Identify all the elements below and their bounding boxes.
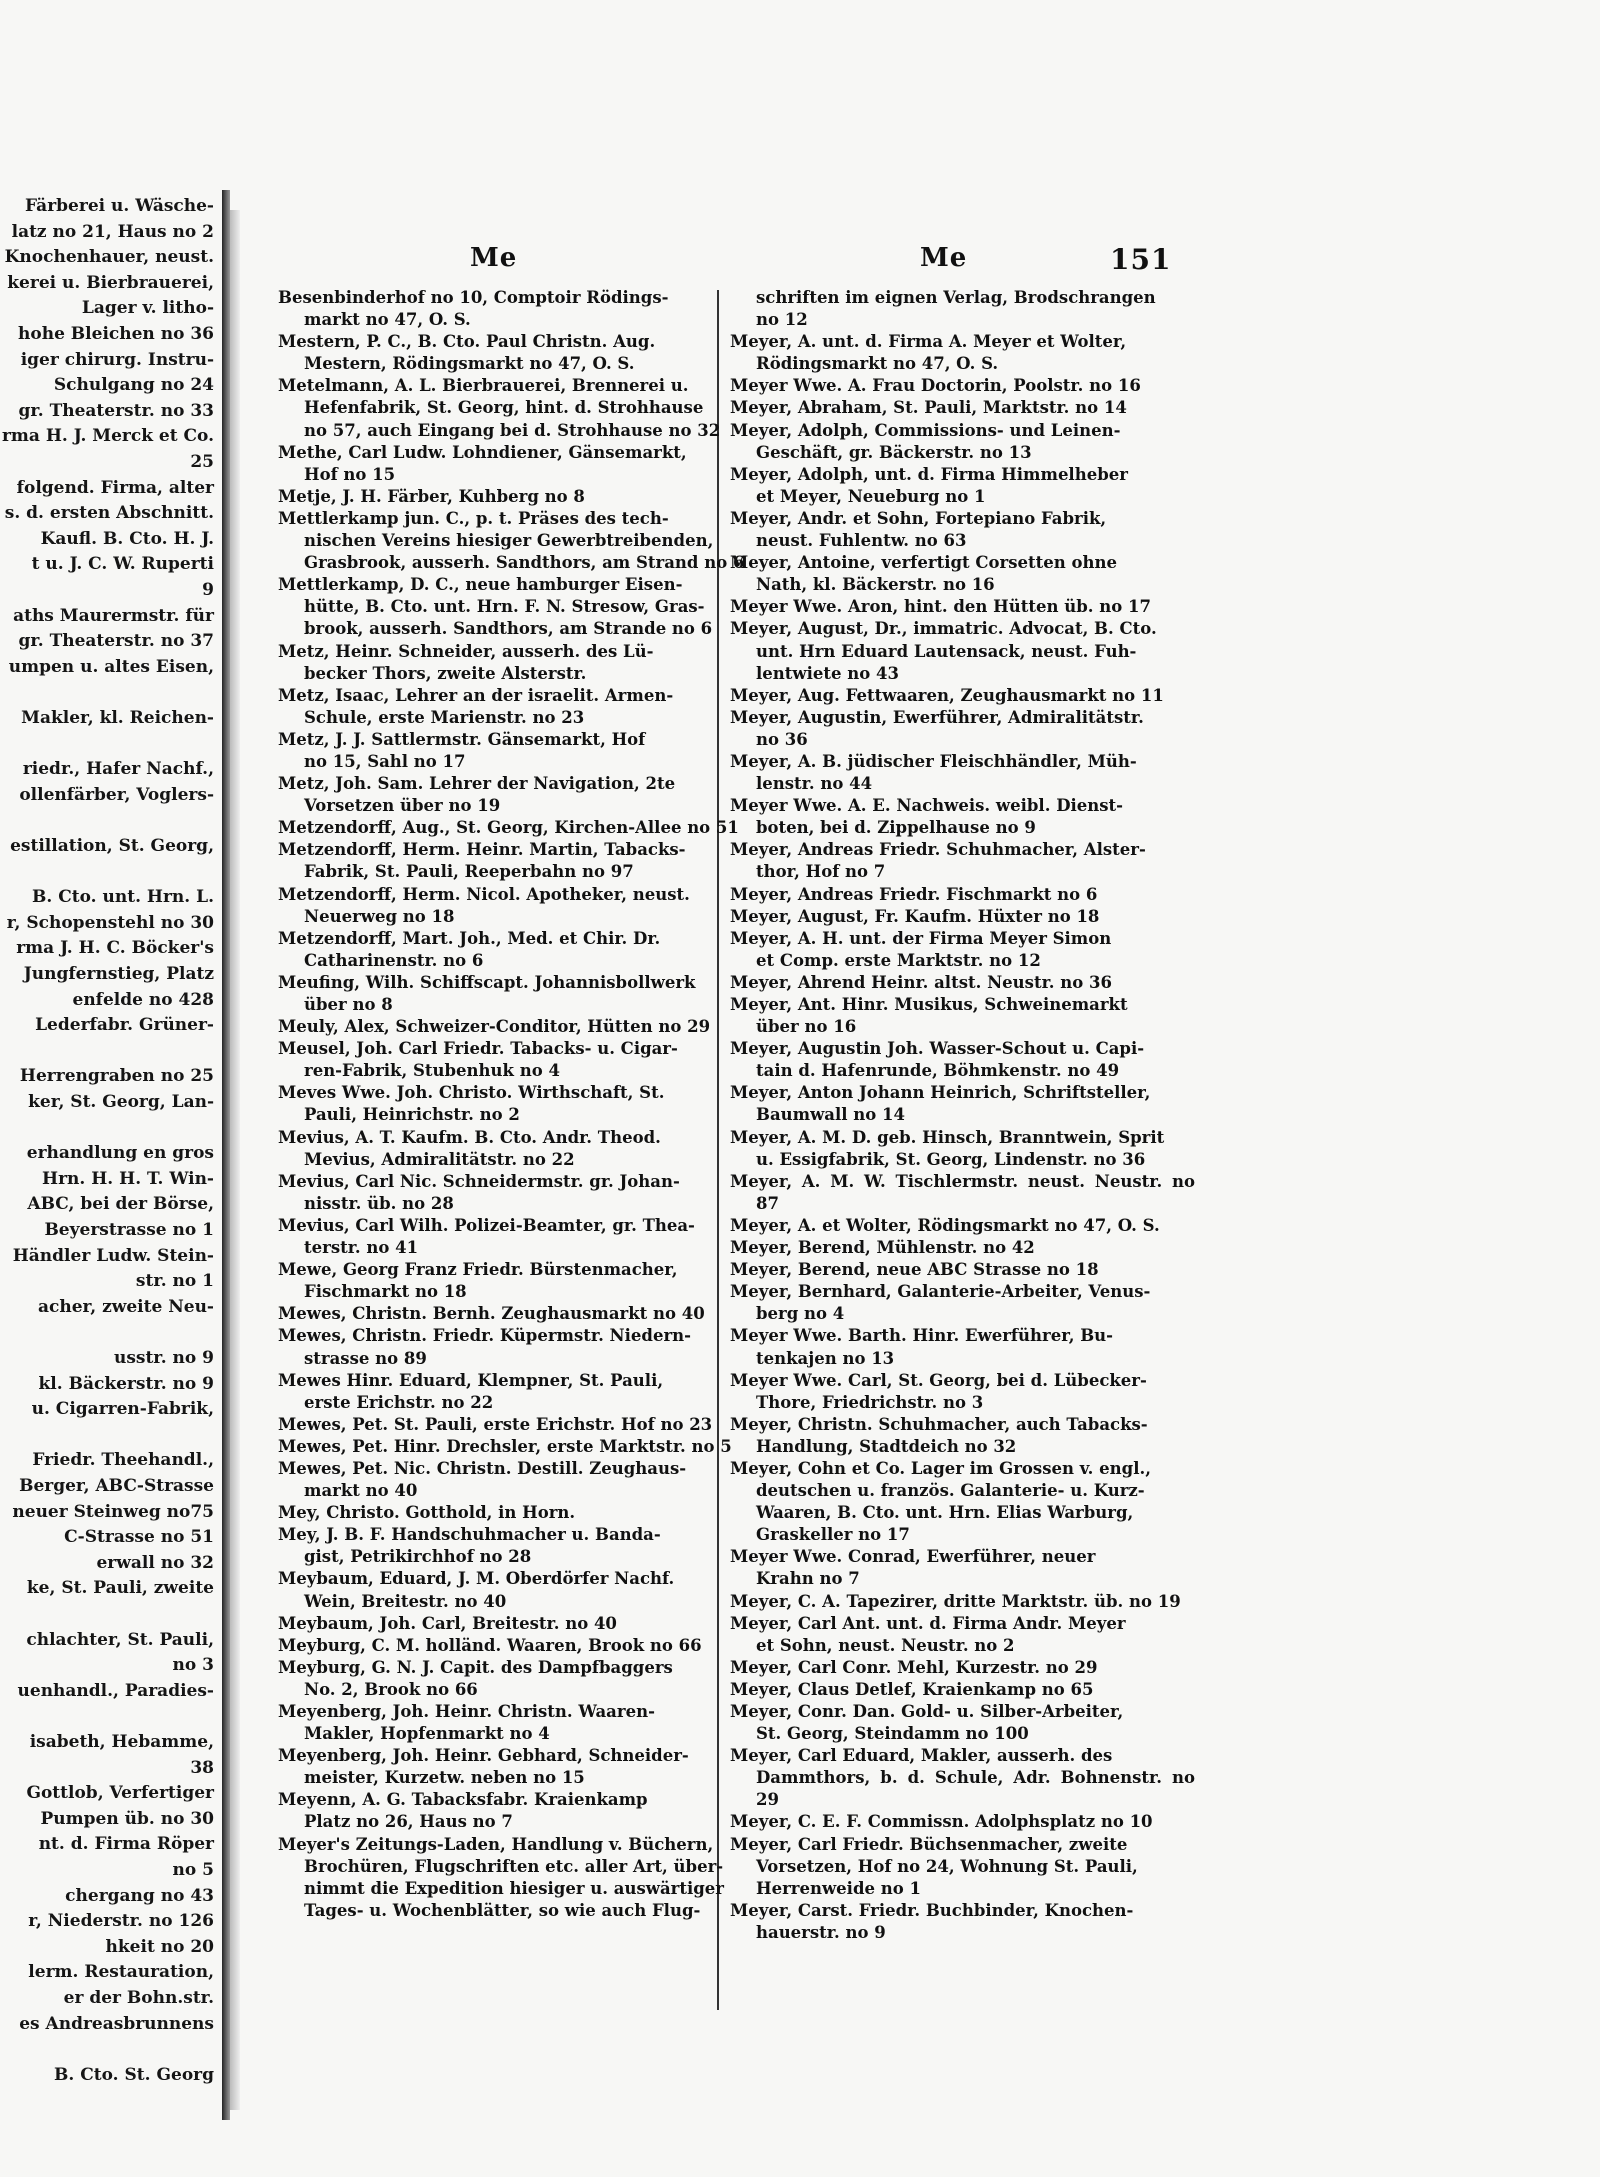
facing-page-fragment <box>0 195 222 2105</box>
entry-continuation-line: Thore, Friedrichstr. no 3 <box>756 1392 984 1412</box>
directory-entry-line: Meyer, Augustin, Ewerführer, Admiralitätstr. <box>730 707 1144 727</box>
entry-continuation-line: Graskeller no 17 <box>756 1525 910 1545</box>
entry-continuation-line: Rödingsmarkt no 47, O. S. <box>756 354 999 374</box>
directory-entry-line: Meves Wwe. Joh. Christo. Wirthschaft, St. <box>278 1083 665 1103</box>
directory-entry-line: Mevius, A. T. Kaufm. B. Cto. Andr. Theod. <box>278 1127 661 1147</box>
entry-continuation-line: thor, Hof no 7 <box>756 862 886 882</box>
directory-entry-line: Meyenn, A. G. Tabacksfabr. Kraienkamp <box>278 1790 648 1810</box>
directory-entry-line: Meyer, Adolph, Commissions- und Leinen- <box>730 420 1121 440</box>
directory-entry-line: Meyer Wwe. Conrad, Ewerführer, neuer <box>730 1547 1096 1567</box>
facing-page-line: r, Schopenstehl no 30 <box>6 912 214 933</box>
facing-page-line: estillation, St. Georg, <box>10 836 214 856</box>
facing-page-line: Friedr. Theehandl., <box>32 1450 214 1471</box>
directory-entry-line: Mewes, Pet. Hinr. Drechsler, erste Marktstr. no 5 <box>278 1436 732 1456</box>
facing-page-line: u. Cigarren-Fabrik, <box>31 1399 214 1420</box>
directory-entry-line: Meyer, Carl Ant. unt. d. Firma Andr. Meyer <box>730 1613 1126 1633</box>
facing-page-line: Jungfernstieg, Platz <box>23 964 214 984</box>
entry-continuation-line: markt no 40 <box>304 1481 418 1501</box>
facing-page-line: no 3 <box>172 1655 214 1676</box>
directory-entry-line: Meybaum, Joh. Carl, Breitestr. no 40 <box>278 1613 617 1633</box>
entry-continuation-line: berg no 4 <box>756 1304 845 1324</box>
facing-page-line: Berger, ABC-Strasse <box>19 1476 214 1496</box>
directory-entry-line: Meufing, Wilh. Schiffscapt. Johannisbollwerk <box>278 972 696 992</box>
facing-page-line: kerei u. Bierbrauerei, <box>7 272 214 293</box>
facing-page-line: Händler Ludw. Stein- <box>12 1245 214 1266</box>
facing-page-line: t u. J. C. W. Ruperti <box>31 554 214 575</box>
entry-continuation-line: Catharinenstr. no 6 <box>304 950 484 970</box>
facing-page-line: rma H. J. Merck et Co. <box>1 426 214 447</box>
directory-entry-line: Meyer, A. M. W. Tischlermstr. neust. Neustr. no 87 <box>730 1171 1195 1213</box>
entry-continuation-line: schriften im eignen Verlag, Brodschrangen <box>756 288 1156 307</box>
entry-continuation-line: et Comp. erste Marktstr. no 12 <box>756 950 1041 970</box>
entry-continuation-line: Wein, Breitestr. no 40 <box>304 1591 507 1611</box>
directory-entry-line: Meyer Wwe. A. E. Nachweis. weibl. Dienst- <box>730 796 1124 816</box>
directory-entry-line: Meyer, Andr. et Sohn, Fortepiano Fabrik, <box>730 508 1107 528</box>
facing-page-line: latz no 21, Haus no 2 <box>11 221 214 242</box>
entry-continuation-line: Pauli, Heinrichstr. no 2 <box>304 1105 520 1125</box>
facing-page-line: r, Niederstr. no 126 <box>28 1911 214 1932</box>
directory-entry-line: Meyer, Conr. Dan. Gold- u. Silber-Arbeiter, <box>730 1702 1124 1721</box>
entry-continuation-line: Mevius, Admiralitätstr. no 22 <box>304 1149 575 1169</box>
directory-entry-line: Meyer, C. E. F. Commissn. Adolphsplatz no 10 <box>730 1812 1153 1832</box>
entry-continuation-line: hauerstr. no 9 <box>756 1922 886 1942</box>
entry-continuation-line: nimmt die Expedition hiesiger u. auswärtiger <box>304 1878 724 1898</box>
directory-entry-line: Meyer, Berend, neue ABC Strasse no 18 <box>730 1260 1099 1280</box>
entry-continuation-line: Schule, erste Marienstr. no 23 <box>304 707 585 727</box>
entry-continuation-line: lenstr. no 44 <box>756 774 873 794</box>
entry-continuation-line: terstr. no 41 <box>304 1238 419 1258</box>
entry-continuation-line: Brochüren, Flugschriften etc. aller Art, über- <box>304 1856 724 1876</box>
entry-continuation-line: et Sohn, neust. Neustr. no 2 <box>756 1635 1015 1655</box>
directory-entry-line: Meyer, Aug. Fettwaaren, Zeughausmarkt no 11 <box>730 685 1164 705</box>
directory-entry-line: Meyer, August, Dr., immatric. Advocat, B. Cto. <box>730 619 1157 639</box>
facing-page-line: chergang no 43 <box>65 1885 214 1906</box>
entry-continuation-line: Vorsetzen, Hof no 24, Wohnung St. Pauli, <box>756 1856 1138 1876</box>
entry-continuation-line: ren-Fabrik, Stubenhuk no 4 <box>304 1061 560 1081</box>
directory-entry-line: Meyer, Berend, Mühlenstr. no 42 <box>730 1238 1035 1258</box>
directory-entry-line: Meuly, Alex, Schweizer-Conditor, Hütten no 29 <box>278 1017 711 1037</box>
running-head <box>240 243 1250 277</box>
facing-page-line: nt. d. Firma Röper <box>38 1834 214 1855</box>
directory-entry-line: Metz, Isaac, Lehrer an der israelit. Armen- <box>278 685 674 705</box>
directory-entry-line: Mettlerkamp, D. C., neue hamburger Eisen- <box>278 575 683 595</box>
facing-page-line: erwall no 32 <box>96 1552 214 1573</box>
entry-continuation-line: Platz no 26, Haus no 7 <box>304 1812 513 1832</box>
directory-entry-line: Metz, Joh. Sam. Lehrer der Navigation, 2te <box>278 774 676 794</box>
directory-entry-line: Mewes, Pet. St. Pauli, erste Erichstr. Hof no 23 <box>278 1414 713 1434</box>
facing-page-line: rma J. H. C. Böcker's <box>16 938 214 959</box>
entry-continuation-line: tenkajen no 13 <box>756 1348 895 1368</box>
directory-entry-line: Meyer, Antoine, verfertigt Corsetten ohne <box>730 553 1117 573</box>
directory-entry-line: Meyer, C. A. Tapezirer, dritte Marktstr. üb. no 19 <box>730 1591 1181 1611</box>
entry-continuation-line: no 15, Sahl no 17 <box>304 751 466 771</box>
directory-entry-line: Mewes, Pet. Nic. Christn. Destill. Zeughaus- <box>278 1458 687 1478</box>
facing-page-line: ker, St. Georg, Lan- <box>28 1092 214 1112</box>
entry-continuation-line: hütte, B. Cto. unt. Hrn. F. N. Stresow, Gras- <box>304 597 705 617</box>
facing-page-line: er der Bohn.str. <box>63 1988 214 2008</box>
directory-entry-line: Meyer, Carl Friedr. Büchsenmacher, zweite <box>730 1834 1128 1854</box>
directory-entry-line: Metelmann, A. L. Bierbrauerei, Brennerei u. <box>278 376 689 396</box>
facing-page-line: Hrn. H. H. T. Win- <box>42 1168 214 1189</box>
directory-entry-line: Mewe, Georg Franz Friedr. Bürstenmacher, <box>278 1260 678 1280</box>
directory-entry-line: Meyer, Abraham, St. Pauli, Marktstr. no 14 <box>730 398 1127 418</box>
facing-page-line: s. d. ersten Abschnitt. <box>4 503 214 524</box>
entry-continuation-line: no 57, auch Eingang bei d. Strohhause no 32 <box>304 420 721 440</box>
entry-continuation-line: et Meyer, Neueburg no 1 <box>756 486 986 506</box>
directory-entry-line: Meyenberg, Joh. Heinr. Christn. Waaren- <box>278 1702 655 1721</box>
facing-page-line: folgend. Firma, alter <box>16 477 214 498</box>
directory-entry-line: Mevius, Carl Nic. Schneidermstr. gr. Johan- <box>278 1171 680 1191</box>
directory-entry-line: Meyer Wwe. Aron, hint. den Hütten üb. no 17 <box>730 597 1151 617</box>
directory-entry-line: Meyer, Ahrend Heinr. altst. Neustr. no 36 <box>730 972 1112 992</box>
entry-continuation-line: markt no 47, O. S. <box>304 310 471 330</box>
directory-entry-line: Meyer Wwe. Barth. Hinr. Ewerführer, Bu- <box>730 1326 1113 1346</box>
facing-page-line: Makler, kl. Reichen- <box>21 708 214 728</box>
directory-entry-line: Meyer, Carst. Friedr. Buchbinder, Knochen- <box>730 1900 1134 1920</box>
left-column <box>278 287 748 1922</box>
facing-page-line: C-Strasse no 51 <box>64 1527 214 1548</box>
directory-entry-line: Metje, J. H. Färber, Kuhberg no 8 <box>278 486 585 506</box>
directory-entry-line: Metzendorff, Herm. Nicol. Apotheker, neust. <box>278 884 690 904</box>
directory-entry-line: Meyburg, C. M. holländ. Waaren, Brook no 66 <box>278 1635 702 1655</box>
directory-entry-line: Meyburg, G. N. J. Capit. des Dampfbaggers <box>278 1657 673 1677</box>
directory-entry-line: Mewes, Christn. Friedr. Küpermstr. Niedern- <box>278 1326 691 1346</box>
entry-continuation-line: Handlung, Stadtdeich no 32 <box>756 1436 1017 1456</box>
directory-entry-line: Meyer, Christn. Schuhmacher, auch Tabacks- <box>730 1414 1148 1434</box>
facing-page-line: ke, St. Pauli, zweite <box>26 1578 214 1599</box>
entry-continuation-line: Vorsetzen über no 19 <box>304 796 501 816</box>
directory-entry-line: Meyer, Anton Johann Heinrich, Schriftsteller, <box>730 1083 1151 1103</box>
directory-page <box>240 195 1250 2095</box>
entry-continuation-line: no 36 <box>756 729 808 749</box>
facing-page-line: B. Cto. St. Georg <box>54 2064 214 2085</box>
directory-entry-line: Meyer, Bernhard, Galanterie-Arbeiter, Venus- <box>730 1282 1151 1302</box>
directory-entry-line: Meyer's Zeitungs-Laden, Handlung v. Büchern, <box>278 1834 714 1854</box>
facing-page-line: lerm. Restauration, <box>28 1962 214 1983</box>
facing-page-line: gr. Theaterstr. no 33 <box>18 400 214 421</box>
facing-page-line: ollenfärber, Voglers- <box>19 784 214 805</box>
entry-continuation-line: deutschen u. französ. Galanterie- u. Kurz- <box>756 1481 1145 1501</box>
entry-continuation-line: Baumwall no 14 <box>756 1105 905 1125</box>
directory-entry-line: Meyer, Augustin Joh. Wasser-Schout u. Capi- <box>730 1039 1145 1059</box>
facing-page-line: Gottlob, Verfertiger <box>26 1783 214 1804</box>
facing-page-line: enfelde no 428 <box>72 989 214 1010</box>
facing-page-line: gr. Theaterstr. no 37 <box>18 631 214 652</box>
entry-continuation-line: boten, bei d. Zippelhause no 9 <box>756 818 1036 838</box>
directory-entry-line: Metzendorff, Herm. Heinr. Martin, Tabacks- <box>278 840 686 860</box>
entry-continuation-line: strasse no 89 <box>304 1348 427 1368</box>
facing-page-line: 25 <box>190 452 214 472</box>
directory-entry-line: Meyer, A. B. jüdischer Fleischhändler, Müh- <box>730 751 1137 771</box>
entry-continuation-line: Krahn no 7 <box>756 1569 860 1589</box>
entry-continuation-line: Makler, Hopfenmarkt no 4 <box>304 1724 550 1744</box>
facing-page-line: 9 <box>202 580 214 600</box>
entry-continuation-line: Dammthors, b. d. Schule, Adr. Bohnenstr. no 29 <box>756 1768 1195 1810</box>
facing-page-line: Lager v. litho- <box>81 298 214 319</box>
book-gutter <box>222 190 230 2120</box>
entry-continuation-line: St. Georg, Steindamm no 100 <box>756 1724 1029 1744</box>
entry-continuation-line: Nath, kl. Bäckerstr. no 16 <box>756 575 995 595</box>
entry-continuation-line: becker Thors, zweite Alsterstr. <box>304 663 587 683</box>
entry-continuation-line: unt. Hrn Eduard Lautensack, neust. Fuh- <box>756 641 1137 661</box>
facing-page-line: Beyerstrasse no 1 <box>44 1220 214 1240</box>
facing-page-line: B. Cto. unt. Hrn. L. <box>32 887 214 908</box>
facing-page-line: usstr. no 9 <box>113 1348 214 1368</box>
facing-page-line: Färberei u. Wäsche- <box>25 196 214 216</box>
directory-entry-line: Meyer, A. et Wolter, Rödingsmarkt no 47, O. S. <box>730 1215 1160 1235</box>
page-edge-shadow <box>230 210 240 2110</box>
entry-continuation-line: lentwiete no 43 <box>756 663 899 683</box>
directory-entry-line: Meyer, Carl Eduard, Makler, ausserh. des <box>730 1746 1113 1766</box>
running-head-left: Me <box>470 243 518 273</box>
entry-continuation-line: Hof no 15 <box>304 464 396 484</box>
entry-continuation-line: neust. Fuhlentw. no 63 <box>756 531 967 551</box>
directory-entry-line: Mewes Hinr. Eduard, Klempner, St. Pauli, <box>278 1370 664 1390</box>
directory-entry-line: Besenbinderhof no 10, Comptoir Rödings- <box>278 288 669 307</box>
directory-entry-line: Meyer Wwe. A. Frau Doctorin, Poolstr. no 16 <box>730 376 1141 396</box>
facing-page-line: aths Maurermstr. für <box>13 605 214 626</box>
entry-continuation-line: über no 16 <box>756 1017 857 1037</box>
directory-entry-line: Meyer, A. M. D. geb. Hinsch, Branntwein, Sprit <box>730 1127 1165 1147</box>
directory-entry-line: Methe, Carl Ludw. Lohndiener, Gänsemarkt, <box>278 442 687 462</box>
entry-continuation-line: nisstr. üb. no 28 <box>304 1193 454 1213</box>
directory-entry-line: Meyer, A. unt. d. Firma A. Meyer et Wolter, <box>730 332 1127 352</box>
facing-page-line: acher, zweite Neu- <box>37 1296 214 1317</box>
entry-continuation-line: u. Essigfabrik, St. Georg, Lindenstr. no 36 <box>756 1149 1146 1169</box>
entry-continuation-line: Waaren, B. Cto. unt. Hrn. Elias Warburg, <box>756 1503 1134 1523</box>
directory-entry-line: Meyer, Andreas Friedr. Schuhmacher, Alster- <box>730 840 1146 860</box>
directory-entry-line: Mewes, Christn. Bernh. Zeughausmarkt no 40 <box>278 1304 705 1324</box>
entry-continuation-line: meister, Kurzetw. neben no 15 <box>304 1768 585 1788</box>
entry-continuation-line: nischen Vereins hiesiger Gewerbtreibenden, <box>304 531 714 551</box>
entry-continuation-line: Mestern, Rödingsmarkt no 47, O. S. <box>304 354 635 374</box>
entry-continuation-line: Hefenfabrik, St. Georg, hint. d. Strohhause <box>304 398 704 418</box>
directory-entry-line: Metz, J. J. Sattlermstr. Gänsemarkt, Hof <box>278 729 646 749</box>
facing-page-line: no 5 <box>172 1860 214 1880</box>
facing-page-line: uenhandl., Paradies- <box>17 1680 214 1701</box>
entry-continuation-line: Tages- u. Wochenblätter, so wie auch Flug- <box>304 1900 701 1920</box>
directory-entry-line: Mey, Christo. Gotthold, in Horn. <box>278 1503 576 1523</box>
facing-page-line: iger chirurg. Instru- <box>20 349 214 370</box>
facing-page-line: Schulgang no 24 <box>53 375 214 396</box>
entry-continuation-line: Neuerweg no 18 <box>304 906 455 926</box>
entry-continuation-line: erste Erichstr. no 22 <box>304 1392 494 1412</box>
entry-continuation-line: No. 2, Brook no 66 <box>304 1679 478 1699</box>
entry-continuation-line: Geschäft, gr. Bäckerstr. no 13 <box>756 442 1032 462</box>
facing-page-line: str. no 1 <box>135 1271 214 1292</box>
facing-page-line: Kaufl. B. Cto. H. J. <box>40 528 214 549</box>
facing-page-line: ABC, bei der Börse, <box>27 1194 214 1215</box>
facing-page-line: isabeth, Hebamme, <box>29 1732 214 1752</box>
entry-continuation-line: tain d. Hafenrunde, Böhmkenstr. no 49 <box>756 1061 1120 1081</box>
facing-page-line: kl. Bäckerstr. no 9 <box>38 1373 214 1394</box>
running-head-right: Me <box>920 243 968 273</box>
facing-page-line: erhandlung en gros <box>26 1143 214 1164</box>
directory-entry-line: Meyer, Carl Conr. Mehl, Kurzestr. no 29 <box>730 1657 1098 1677</box>
entry-continuation-line: Fischmarkt no 18 <box>304 1282 467 1302</box>
facing-page-line: Lederfabr. Grüner- <box>35 1015 214 1036</box>
directory-entry-line: Metzendorff, Aug., St. Georg, Kirchen-Allee no 51 <box>278 818 739 838</box>
entry-continuation-line: Fabrik, St. Pauli, Reeperbahn no 97 <box>304 862 634 882</box>
entry-continuation-line: gist, Petrikirchhof no 28 <box>304 1547 532 1567</box>
facing-page-line: Herrengraben no 25 <box>19 1066 214 1087</box>
entry-continuation-line: brook, ausserh. Sandthors, am Strande no 6 <box>304 619 713 639</box>
directory-entry-line: Metz, Heinr. Schneider, ausserh. des Lü- <box>278 641 654 661</box>
directory-entry-line: Meybaum, Eduard, J. M. Oberdörfer Nachf. <box>278 1569 675 1589</box>
page-number: 151 <box>1110 243 1172 276</box>
facing-page-line: riedr., Hafer Nachf., <box>22 759 214 780</box>
right-column <box>730 287 1195 1944</box>
entry-continuation-line: über no 8 <box>304 995 393 1014</box>
facing-page-line: hkeit no 20 <box>105 1936 214 1957</box>
directory-entry-line: Mestern, P. C., B. Cto. Paul Christn. Aug. <box>278 332 656 352</box>
directory-entry-line: Meyer, Adolph, unt. d. Firma Himmelheber <box>730 464 1128 484</box>
facing-page-line: 38 <box>190 1757 214 1778</box>
facing-page-line: Pumpen üb. no 30 <box>40 1808 214 1829</box>
facing-page-line: umpen u. altes Eisen, <box>8 656 214 677</box>
directory-entry-line: Meyer Wwe. Carl, St. Georg, bei d. Lübecker- <box>730 1370 1147 1390</box>
directory-entry-line: Meyer, A. H. unt. der Firma Meyer Simon <box>730 928 1112 948</box>
directory-entry-line: Mevius, Carl Wilh. Polizei-Beamter, gr. Thea- <box>278 1215 695 1235</box>
facing-page-line: neuer Steinweg no75 <box>12 1501 214 1522</box>
entry-continuation-line: no 12 <box>756 310 808 330</box>
directory-entry-line: Mey, J. B. F. Handschuhmacher u. Banda- <box>278 1525 661 1545</box>
directory-entry-line: Meyer, Cohn et Co. Lager im Grossen v. engl., <box>730 1458 1151 1478</box>
directory-entry-line: Meyenberg, Joh. Heinr. Gebhard, Schneider- <box>278 1746 689 1766</box>
directory-entry-line: Meyer, Claus Detlef, Kraienkamp no 65 <box>730 1679 1094 1699</box>
facing-page-line: es Andreasbrunnens <box>19 2013 214 2034</box>
entry-continuation-line: Grasbrook, ausserh. Sandthors, am Strand no 6 <box>304 553 745 573</box>
directory-entry-line: Meusel, Joh. Carl Friedr. Tabacks- u. Cigar- <box>278 1039 678 1059</box>
facing-page-line: chlachter, St. Pauli, <box>26 1629 214 1650</box>
directory-entry-line: Mettlerkamp jun. C., p. t. Präses des tech- <box>278 508 669 528</box>
directory-entry-line: Meyer, August, Fr. Kaufm. Hüxter no 18 <box>730 906 1100 926</box>
entry-continuation-line: Herrenweide no 1 <box>756 1878 921 1898</box>
facing-page-line: hohe Bleichen no 36 <box>18 324 214 344</box>
directory-entry-line: Meyer, Ant. Hinr. Musikus, Schweinemarkt <box>730 995 1128 1014</box>
directory-entry-line: Meyer, Andreas Friedr. Fischmarkt no 6 <box>730 884 1098 904</box>
directory-entry-line: Metzendorff, Mart. Joh., Med. et Chir. Dr. <box>278 928 661 948</box>
facing-page-line: Knochenhauer, neust. <box>4 247 214 268</box>
